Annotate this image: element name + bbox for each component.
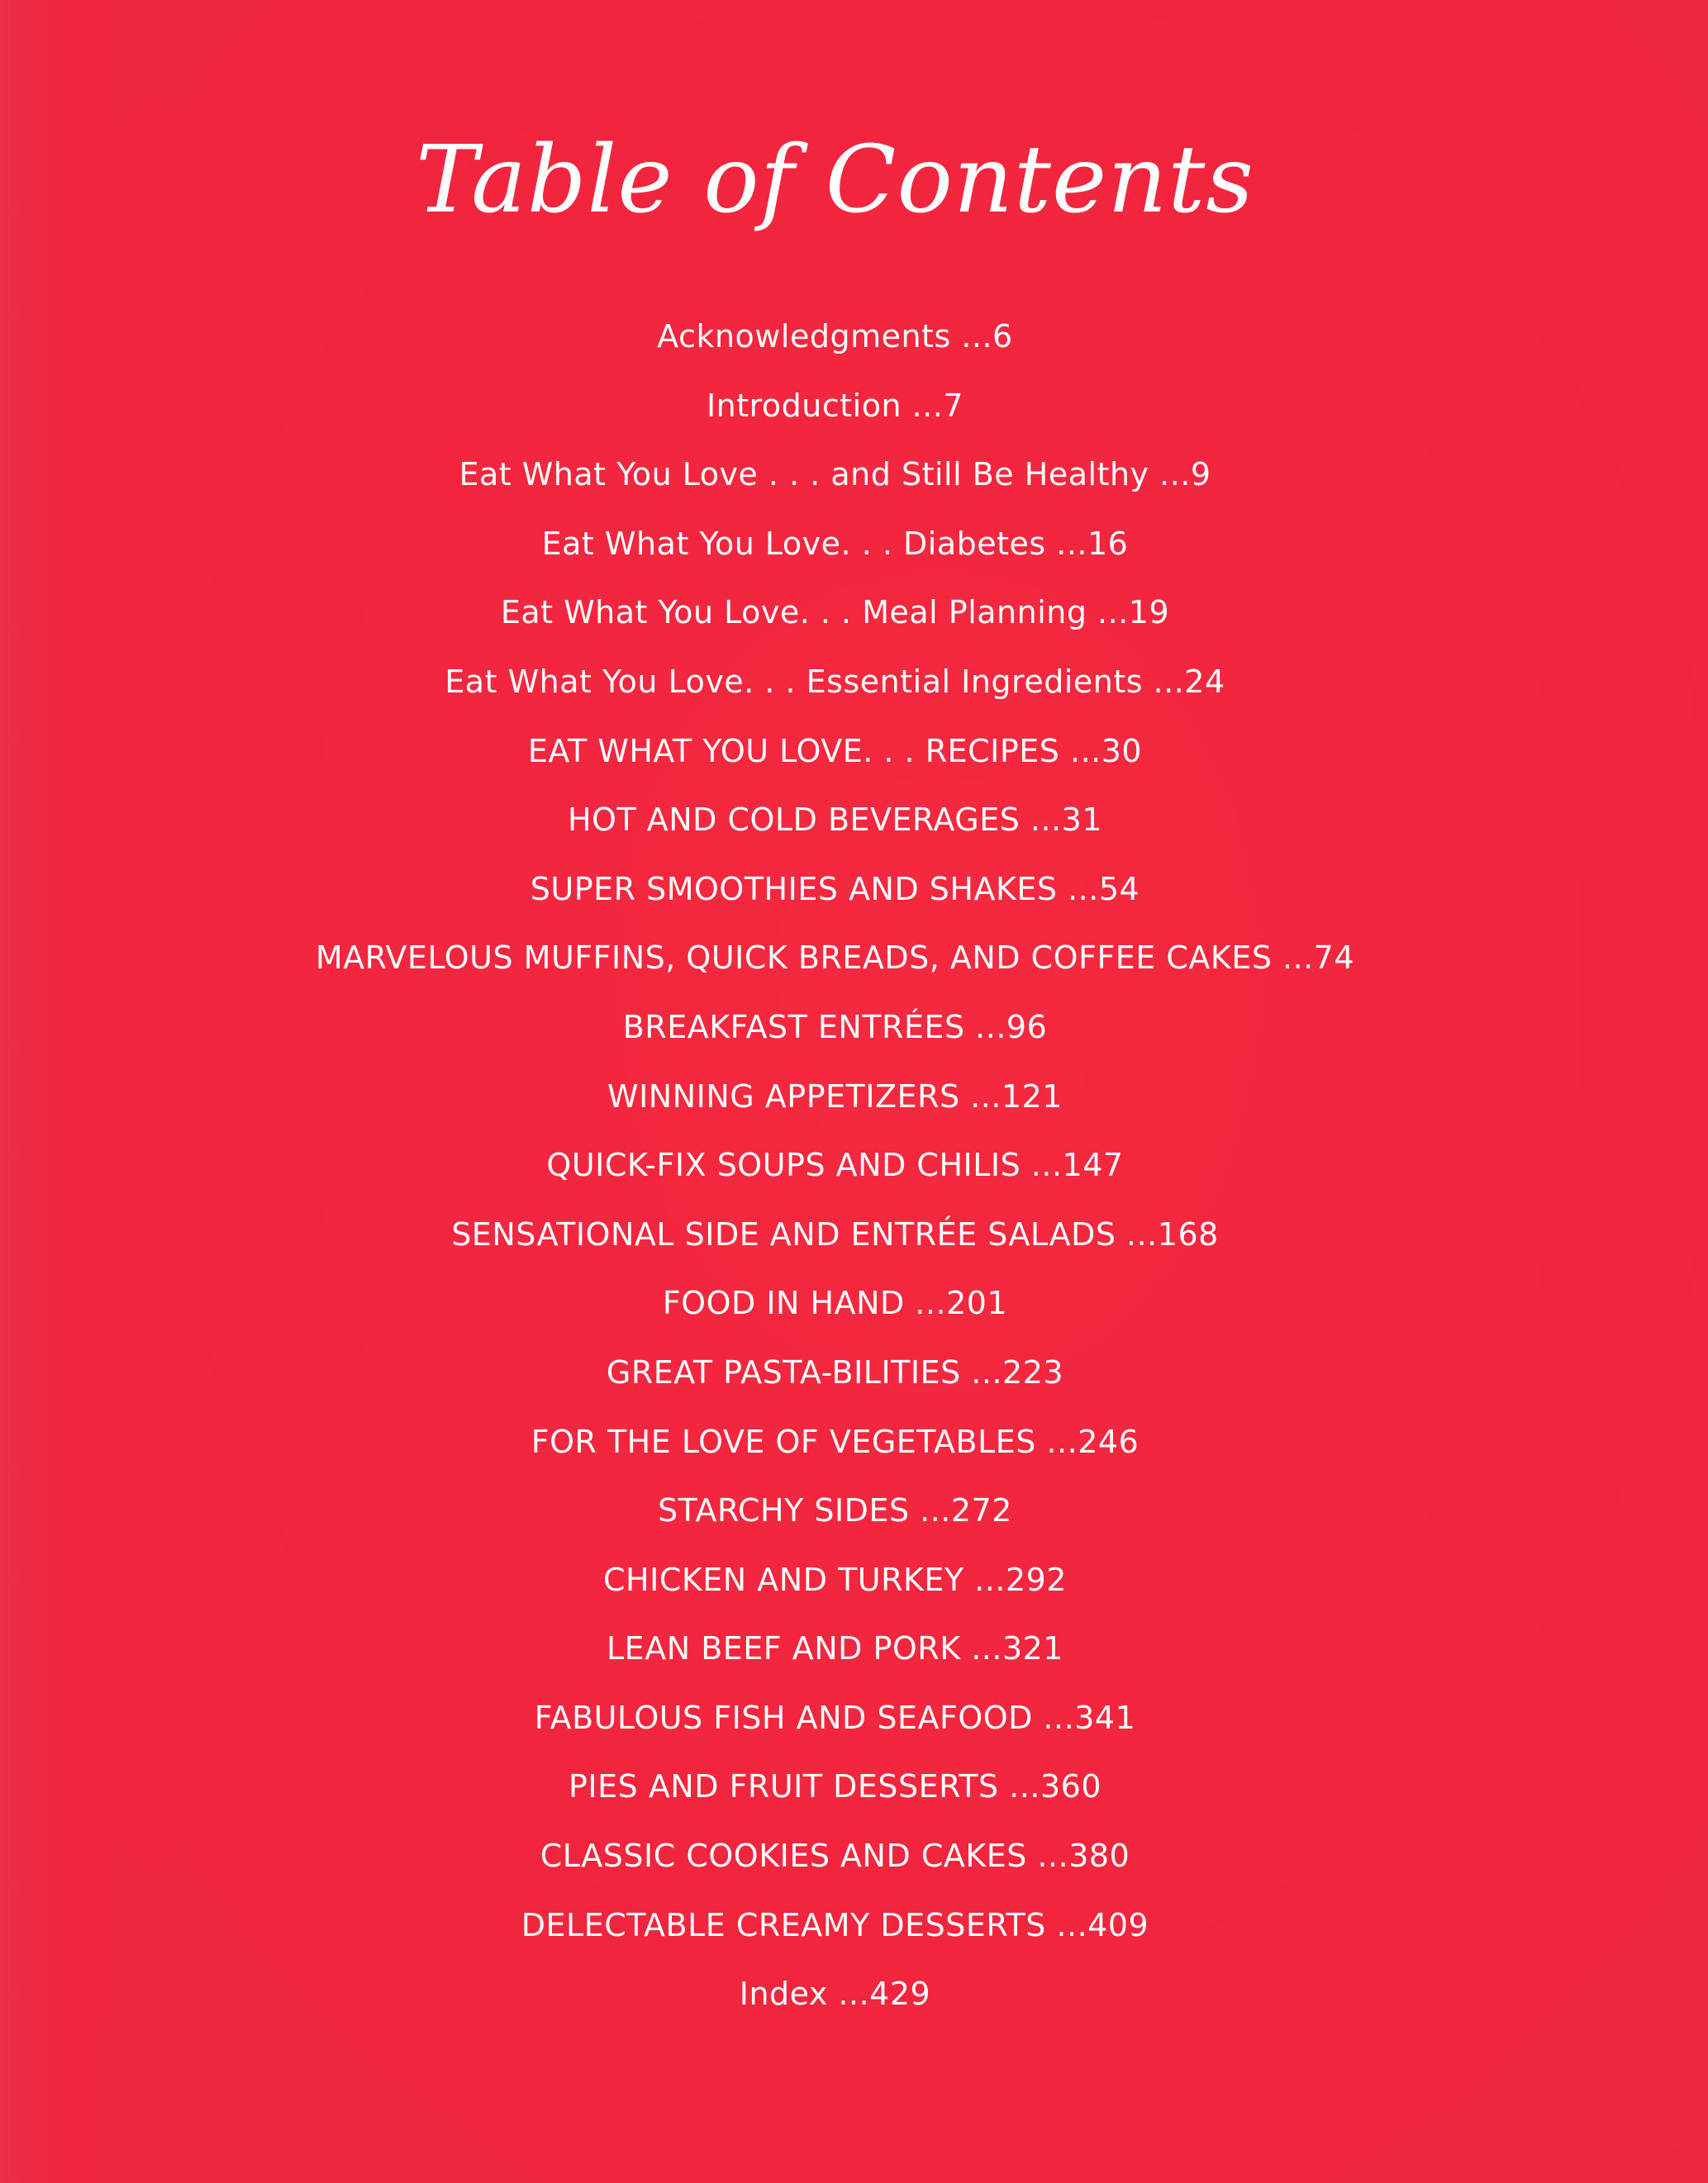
toc-entry-appetizers: WINNING APPETIZERS ...121	[607, 1077, 1063, 1115]
toc-entry-pies: PIES AND FRUIT DESSERTS ...360	[568, 1768, 1101, 1805]
toc-list	[0, 314, 1670, 2041]
toc-entry-chicken: CHICKEN AND TURKEY ...292	[603, 1561, 1067, 1598]
toc-entry-muffins: MARVELOUS MUFFINS, QUICK BREADS, AND COFFEE CAKES ...74	[315, 939, 1355, 977]
toc-entry-pasta: GREAT PASTA-BILITIES ...223	[606, 1353, 1064, 1391]
toc-entry-starchy-sides: STARCHY SIDES ...272	[658, 1492, 1012, 1529]
toc-entry-cookies: CLASSIC COOKIES AND CAKES ...380	[540, 1838, 1130, 1875]
toc-entry-smoothies: SUPER SMOOTHIES AND SHAKES ...54	[530, 870, 1140, 907]
toc-entry-soups: QUICK-FIX SOUPS AND CHILIS ...147	[546, 1147, 1124, 1184]
page-title: Table of Contents	[416, 126, 1254, 234]
toc-entry-vegetables: FOR THE LOVE OF VEGETABLES ...246	[530, 1423, 1139, 1460]
toc-entry-beef-pork: LEAN BEEF AND PORK ...321	[607, 1630, 1063, 1667]
toc-entry-healthy: Eat What You Love . . . and Still Be Healthy ...9	[459, 456, 1211, 493]
toc-entry-beverages: HOT AND COLD BEVERAGES ...31	[567, 801, 1102, 839]
toc-entry-salads: SENSATIONAL SIDE AND ENTRÉE SALADS ...168	[451, 1215, 1219, 1253]
toc-entry-index: Index ...429	[739, 1976, 931, 2013]
toc-entry-food-in-hand: FOOD IN HAND ...201	[662, 1285, 1008, 1322]
toc-entry-breakfast: BREAKFAST ENTRÉES ...96	[622, 1008, 1048, 1045]
toc-entry-recipes: EAT WHAT YOU LOVE. . . RECIPES ...30	[527, 732, 1143, 769]
toc-entry-diabetes: Eat What You Love. . . Diabetes ...16	[541, 525, 1129, 562]
toc-entry-creamy-desserts: DELECTABLE CREAMY DESSERTS ...409	[521, 1906, 1149, 1943]
toc-entry-acknowledgments: Acknowledgments ...6	[657, 318, 1013, 354]
toc-entry-introduction: Introduction ...7	[706, 387, 964, 424]
toc-entry-essential-ingredients: Eat What You Love. . . Essential Ingredients ...24	[445, 663, 1225, 700]
toc-entry-meal-planning: Eat What You Love. . . Meal Planning ...19	[500, 594, 1170, 631]
toc-entry-fish: FABULOUS FISH AND SEAFOOD ...341	[534, 1699, 1136, 1736]
